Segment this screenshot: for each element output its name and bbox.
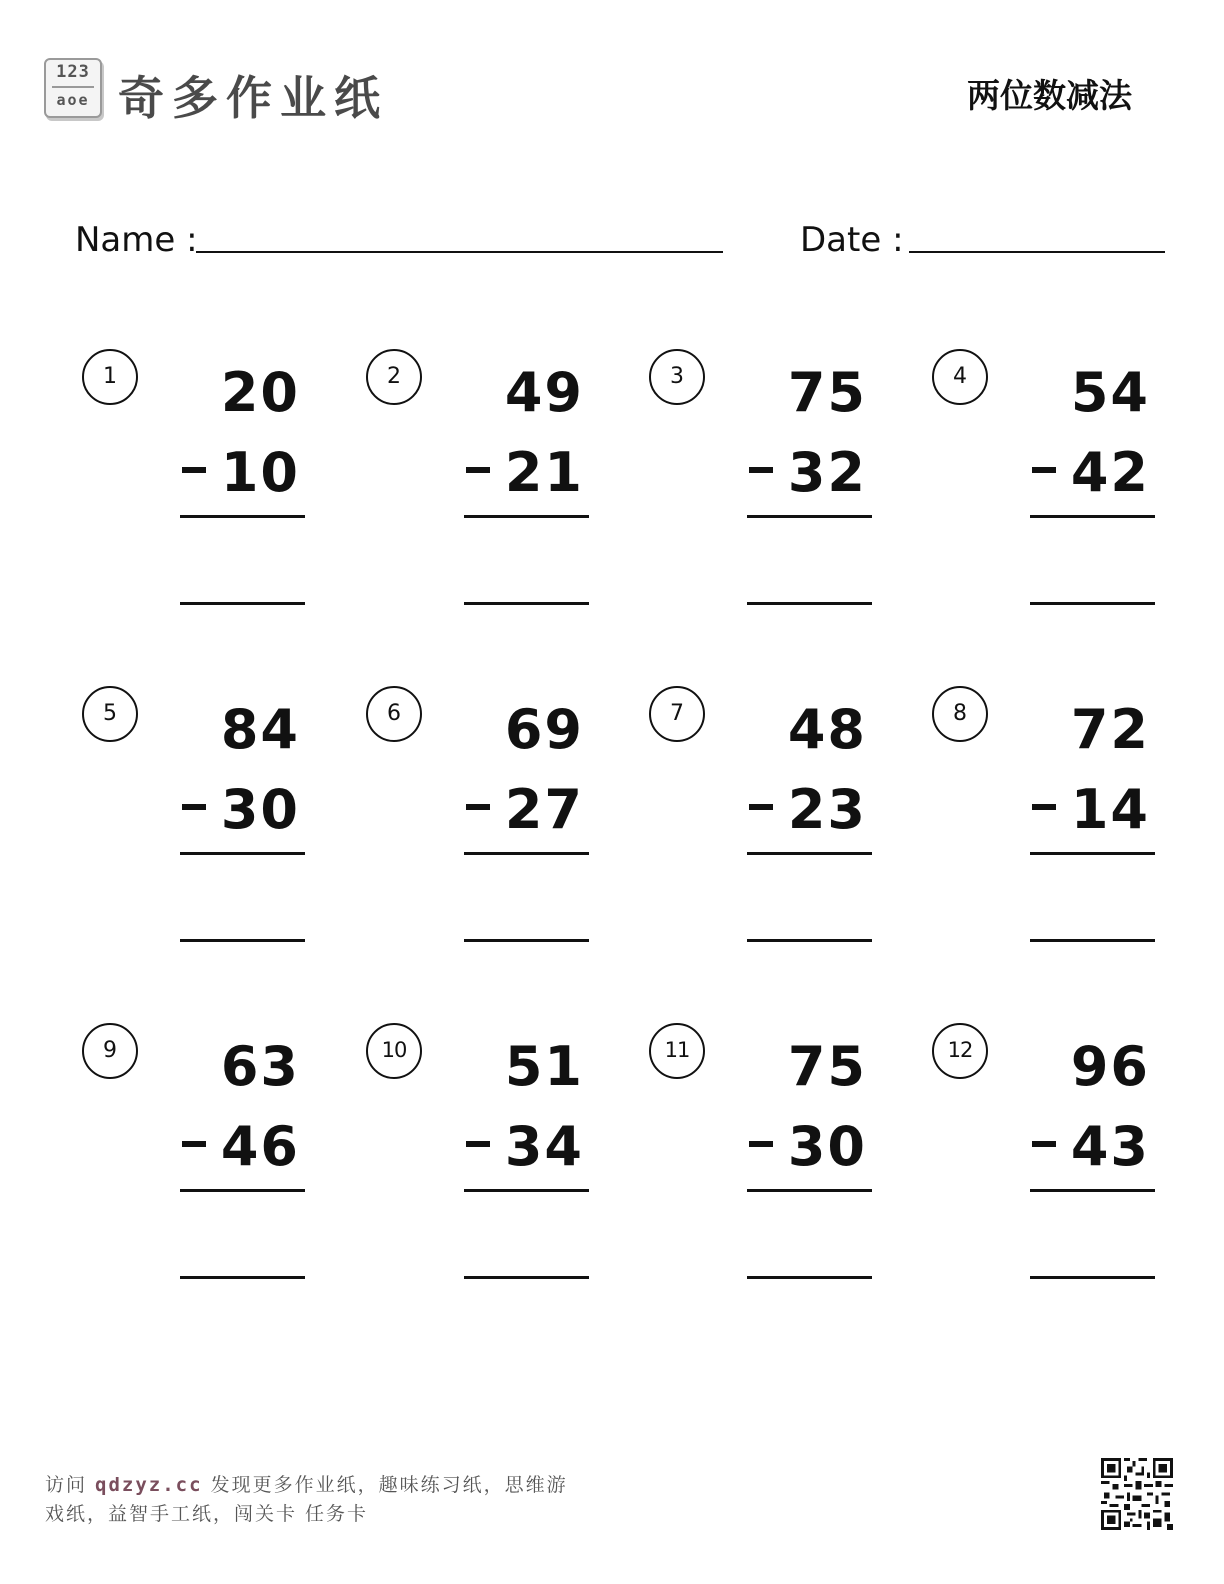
problem-number-badge: 11 [649, 1023, 705, 1079]
footer-line2: 戏纸，益智手工纸，闯关卡 任务卡 [45, 1503, 369, 1525]
subtrahend: 23 [787, 778, 867, 841]
answer-line[interactable] [464, 939, 589, 942]
problem-number-badge: 2 [366, 349, 422, 405]
equals-rule [1030, 1189, 1155, 1192]
minus-sign [1032, 804, 1056, 810]
problem-number-badge: 6 [366, 686, 422, 742]
subtraction-problem [366, 686, 626, 966]
minus-sign [466, 804, 490, 810]
equals-rule [747, 1189, 872, 1192]
minuend: 49 [504, 361, 584, 424]
subtraction-problem [649, 1023, 909, 1303]
subtrahend: 30 [220, 778, 300, 841]
equals-rule [1030, 852, 1155, 855]
subtrahend: 21 [504, 441, 584, 504]
minus-sign [1032, 1141, 1056, 1147]
answer-line[interactable] [747, 602, 872, 605]
qr-code-icon [1101, 1458, 1173, 1530]
problem-number-badge: 1 [82, 349, 138, 405]
answer-line[interactable] [180, 602, 305, 605]
minus-sign [182, 804, 206, 810]
answer-line[interactable] [464, 1276, 589, 1279]
answer-line[interactable] [747, 1276, 872, 1279]
answer-line[interactable] [747, 939, 872, 942]
minuend: 48 [787, 698, 867, 761]
problem-number-badge: 8 [932, 686, 988, 742]
minus-sign [749, 804, 773, 810]
problem-number-badge: 5 [82, 686, 138, 742]
logo-divider [52, 86, 94, 88]
equals-rule [180, 515, 305, 518]
minuend: 96 [1070, 1035, 1150, 1098]
equals-rule [747, 852, 872, 855]
subtraction-problem [366, 349, 626, 629]
answer-line[interactable] [1030, 1276, 1155, 1279]
minuend: 51 [504, 1035, 584, 1098]
subtraction-problem [82, 349, 342, 629]
minus-sign [749, 1141, 773, 1147]
minuend: 75 [787, 1035, 867, 1098]
subtraction-problem [932, 349, 1192, 629]
date-label: Date : [800, 220, 904, 260]
minuend: 69 [504, 698, 584, 761]
date-field[interactable] [909, 251, 1165, 253]
subtrahend: 42 [1070, 441, 1150, 504]
subtrahend: 43 [1070, 1115, 1150, 1178]
answer-line[interactable] [180, 1276, 305, 1279]
footer-site-link[interactable]: qdzyz.cc [95, 1474, 203, 1496]
subtrahend: 27 [504, 778, 584, 841]
equals-rule [464, 1189, 589, 1192]
subtrahend: 10 [220, 441, 300, 504]
problem-number-badge: 3 [649, 349, 705, 405]
subtraction-problem [366, 1023, 626, 1303]
minuend: 84 [220, 698, 300, 761]
name-field[interactable] [196, 251, 723, 253]
equals-rule [464, 852, 589, 855]
minus-sign [1032, 467, 1056, 473]
minus-sign [466, 1141, 490, 1147]
equals-rule [180, 852, 305, 855]
equals-rule [1030, 515, 1155, 518]
minus-sign [749, 467, 773, 473]
minuend: 72 [1070, 698, 1150, 761]
problem-number-badge: 7 [649, 686, 705, 742]
subtrahend: 30 [787, 1115, 867, 1178]
subtraction-problem [932, 1023, 1192, 1303]
brand-name: 奇多作业纸 [118, 71, 388, 125]
minuend: 63 [220, 1035, 300, 1098]
brand-logo [44, 58, 102, 118]
answer-line[interactable] [180, 939, 305, 942]
problem-number-badge: 4 [932, 349, 988, 405]
equals-rule [180, 1189, 305, 1192]
footer-prefix: 访问 [45, 1474, 96, 1496]
minus-sign [466, 467, 490, 473]
logo-digits: 123 [56, 62, 90, 82]
subtrahend: 32 [787, 441, 867, 504]
subtraction-problem [649, 686, 909, 966]
equals-rule [464, 515, 589, 518]
subtraction-problem [932, 686, 1192, 966]
problem-number-badge: 10 [366, 1023, 422, 1079]
answer-line[interactable] [1030, 939, 1155, 942]
minus-sign [182, 1141, 206, 1147]
subtraction-problem [82, 1023, 342, 1303]
subtraction-problem [82, 686, 342, 966]
minuend: 54 [1070, 361, 1150, 424]
logo-letters: aoe [56, 91, 90, 109]
name-label: Name : [75, 220, 198, 260]
minus-sign [182, 467, 206, 473]
subtrahend: 46 [220, 1115, 300, 1178]
minuend: 20 [220, 361, 300, 424]
answer-line[interactable] [464, 602, 589, 605]
problem-number-badge: 12 [932, 1023, 988, 1079]
worksheet-title: 两位数减法 [967, 76, 1132, 115]
answer-line[interactable] [1030, 602, 1155, 605]
equals-rule [747, 515, 872, 518]
footer-text [45, 1471, 605, 1529]
subtrahend: 14 [1070, 778, 1150, 841]
subtraction-problem [649, 349, 909, 629]
footer-line1: 发现更多作业纸，趣味练习纸，思维游 [202, 1474, 568, 1496]
subtrahend: 34 [504, 1115, 584, 1178]
problem-number-badge: 9 [82, 1023, 138, 1079]
minuend: 75 [787, 361, 867, 424]
